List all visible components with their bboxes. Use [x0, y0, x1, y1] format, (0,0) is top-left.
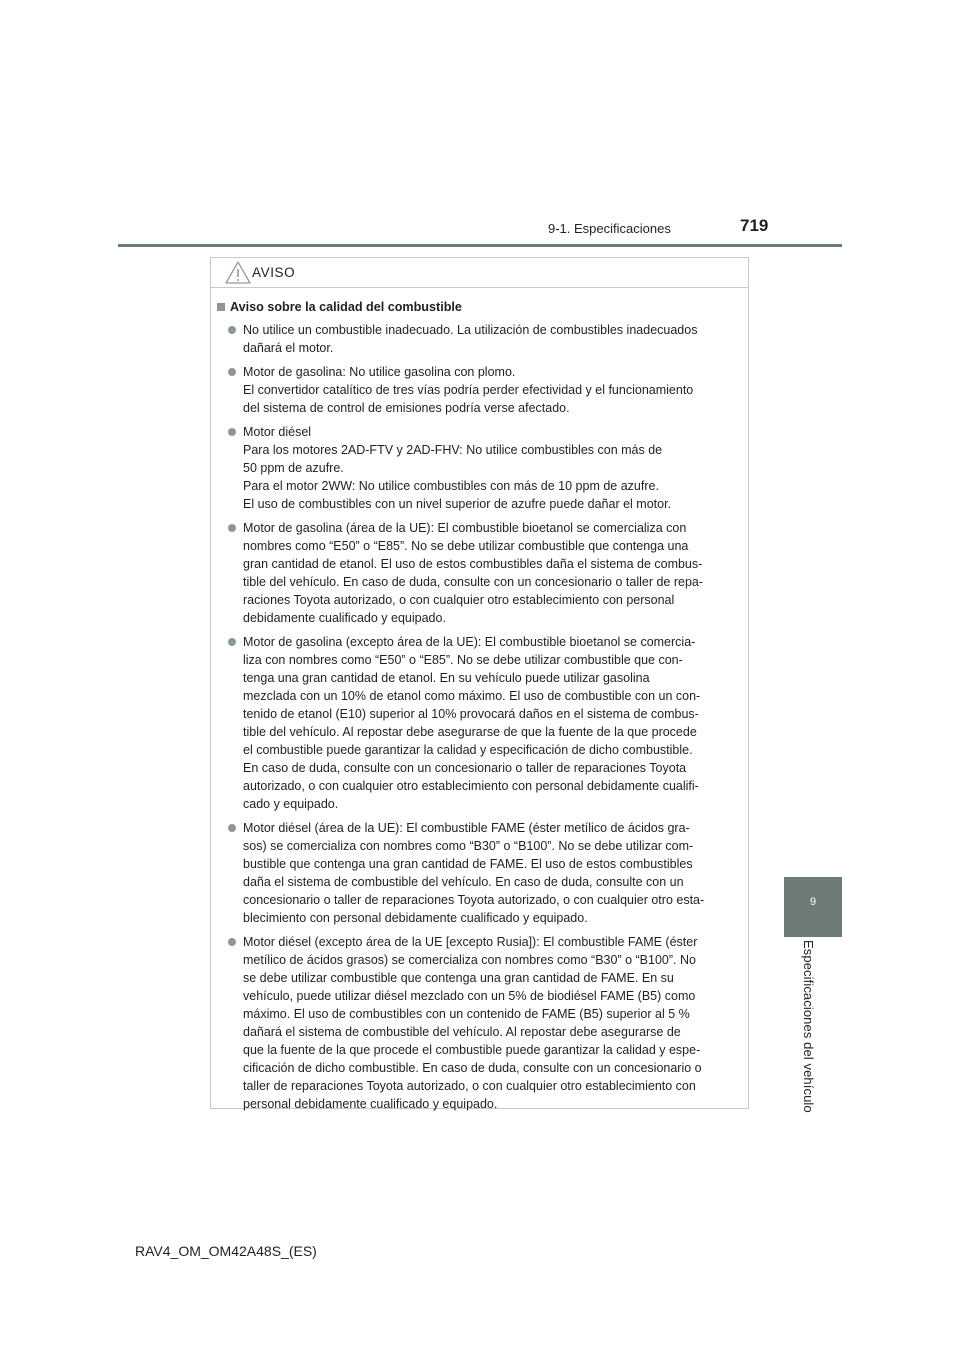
- warning-items: [217, 321, 742, 1113]
- warning-list-item: [217, 819, 742, 927]
- warning-text-line: del sistema de control de emisiones podría verse afectado.: [243, 401, 570, 415]
- warning-text-line: tenga una gran cantidad de etanol. En su vehículo puede utilizar gasolina: [243, 671, 650, 685]
- warning-text-line: Motor diésel: [243, 425, 312, 439]
- warning-text-line: cado y equipado.: [243, 797, 339, 811]
- square-bullet-icon: [217, 303, 225, 311]
- warning-text-line: sos) se comercializa con nombres como “B30” o “B100”. No se debe utilizar com-: [243, 839, 694, 853]
- footer-document-code: RAV4_OM_OM42A48S_(ES): [135, 1243, 317, 1259]
- warning-text-line: máximo. El uso de combustibles con un contenido de FAME (B5) superior al 5 %: [243, 1007, 690, 1021]
- warning-text-line: No utilice un combustible inadecuado. La utilización de combustibles inadecuados: [243, 323, 698, 337]
- warning-list-item: [217, 933, 742, 1113]
- warning-list-item: [217, 321, 742, 357]
- warning-text-line: dañará el sistema de combustible del vehículo. Al repostar debe asegurarse de: [243, 1025, 681, 1039]
- warning-text-line: Motor diésel (excepto área de la UE [excepto Rusia]): El combustible FAME (éster: [243, 935, 698, 949]
- warning-header: [211, 258, 748, 288]
- warning-body: [217, 298, 742, 1119]
- warning-text-line: dañará el motor.: [243, 341, 334, 355]
- warning-text-line: El uso de combustibles con un nivel superior de azufre puede dañar el motor.: [243, 497, 672, 511]
- warning-list-item: [217, 363, 742, 417]
- warning-text-line: El convertidor catalítico de tres vías podría perder efectividad y el funcionamiento: [243, 383, 694, 397]
- warning-triangle-icon: [225, 261, 251, 284]
- round-bullet-icon: [228, 824, 236, 832]
- header-rule: [118, 244, 842, 247]
- round-bullet-icon: [228, 428, 236, 436]
- warning-text-line: En caso de duda, consulte con un concesionario o taller de reparaciones Toyota: [243, 761, 687, 775]
- page-number: 719: [740, 216, 769, 235]
- warning-text-line: Para los motores 2AD-FTV y 2AD-FHV: No utilice combustibles con más de: [243, 443, 663, 457]
- warning-text-line: liza con nombres como “E50” o “E85”. No se debe utilizar combustible que con-: [243, 653, 683, 667]
- warning-label: AVISO: [252, 265, 296, 280]
- warning-text-line: que la fuente de la que procede el combustible puede garantizar la calidad y espe-: [243, 1043, 701, 1057]
- warning-text-line: tenido de etanol (E10) superior al 10% provocará daños en el sistema de combus-: [243, 707, 699, 721]
- warning-text-line: gran cantidad de etanol. El uso de estos combustibles daña el sistema de combus-: [243, 557, 703, 571]
- warning-text-line: tible del vehículo. En caso de duda, consulte con un concesionario o taller de repa-: [243, 575, 704, 589]
- warning-text-line: cificación de dicho combustible. En caso de duda, consulte con un concesionario o: [243, 1061, 702, 1075]
- warning-list-item: [217, 633, 742, 813]
- warning-text-line: taller de reparaciones Toyota autorizado, o con cualquier otro establecimiento con: [243, 1079, 696, 1093]
- warning-list-item: [217, 519, 742, 627]
- warning-text-line: tible del vehículo. Al repostar debe asegurarse de que la fuente de la que procede: [243, 725, 697, 739]
- warning-text-line: Motor diésel (área de la UE): El combustible FAME (éster metílico de ácidos gra-: [243, 821, 690, 835]
- round-bullet-icon: [228, 524, 236, 532]
- warning-list-item: [217, 423, 742, 513]
- warning-subheading: [217, 298, 742, 316]
- warning-text-line: debidamente cualificado y equipado.: [243, 611, 446, 625]
- warning-box: [210, 257, 749, 1109]
- warning-text-line: metílico de ácidos grasos) se comercializa con nombres como “B30” o “B100”. No: [243, 953, 696, 967]
- header-section-title: 9-1. Especificaciones: [548, 221, 671, 236]
- round-bullet-icon: [228, 326, 236, 334]
- round-bullet-icon: [228, 638, 236, 646]
- warning-text-line: raciones Toyota autorizado, o con cualquier otro establecimiento con personal: [243, 593, 675, 607]
- round-bullet-icon: [228, 938, 236, 946]
- chapter-tab-number: 9: [809, 896, 817, 908]
- warning-text-line: autorizado, o con cualquier otro establecimiento con personal debidamente cualifi-: [243, 779, 699, 793]
- chapter-side-title: Especificaciones del vehículo: [801, 940, 816, 1113]
- warning-text-line: blecimiento con personal debidamente cualificado y equipado.: [243, 911, 588, 925]
- round-bullet-icon: [228, 368, 236, 376]
- warning-text-line: bustible que contenga una gran cantidad de FAME. El uso de estos combustibles: [243, 857, 693, 871]
- warning-text-line: el combustible puede garantizar la calidad y especificación de dicho combustible.: [243, 743, 693, 757]
- warning-text-line: se debe utilizar combustible que contenga una gran cantidad de FAME. En su: [243, 971, 674, 985]
- warning-text-line: Motor de gasolina (excepto área de la UE): El combustible bioetanol se comercia-: [243, 635, 696, 649]
- warning-text-line: vehículo, puede utilizar diésel mezclado con un 5% de biodiésel FAME (B5) como: [243, 989, 696, 1003]
- warning-text-line: mezclada con un 10% de etanol como máximo. El uso de combustible con un con-: [243, 689, 701, 703]
- warning-text-line: 50 ppm de azufre.: [243, 461, 344, 475]
- warning-text-line: concesionario o taller de reparaciones Toyota autorizado, o con cualquier otro esta-: [243, 893, 705, 907]
- warning-subheading-text: Aviso sobre la calidad del combustible: [230, 300, 462, 314]
- warning-text-line: daña el sistema de combustible del vehículo. En caso de duda, consulte con un: [243, 875, 684, 889]
- warning-text-line: Para el motor 2WW: No utilice combustibles con más de 10 ppm de azufre.: [243, 479, 659, 493]
- warning-text-line: Motor de gasolina (área de la UE): El combustible bioetanol se comercializa con: [243, 521, 687, 535]
- warning-text-line: Motor de gasolina: No utilice gasolina con plomo.: [243, 365, 516, 379]
- warning-text-line: personal debidamente cualificado y equipado.: [243, 1097, 498, 1111]
- warning-text-line: nombres como “E50” o “E85”. No se debe utilizar combustible que contenga una: [243, 539, 689, 553]
